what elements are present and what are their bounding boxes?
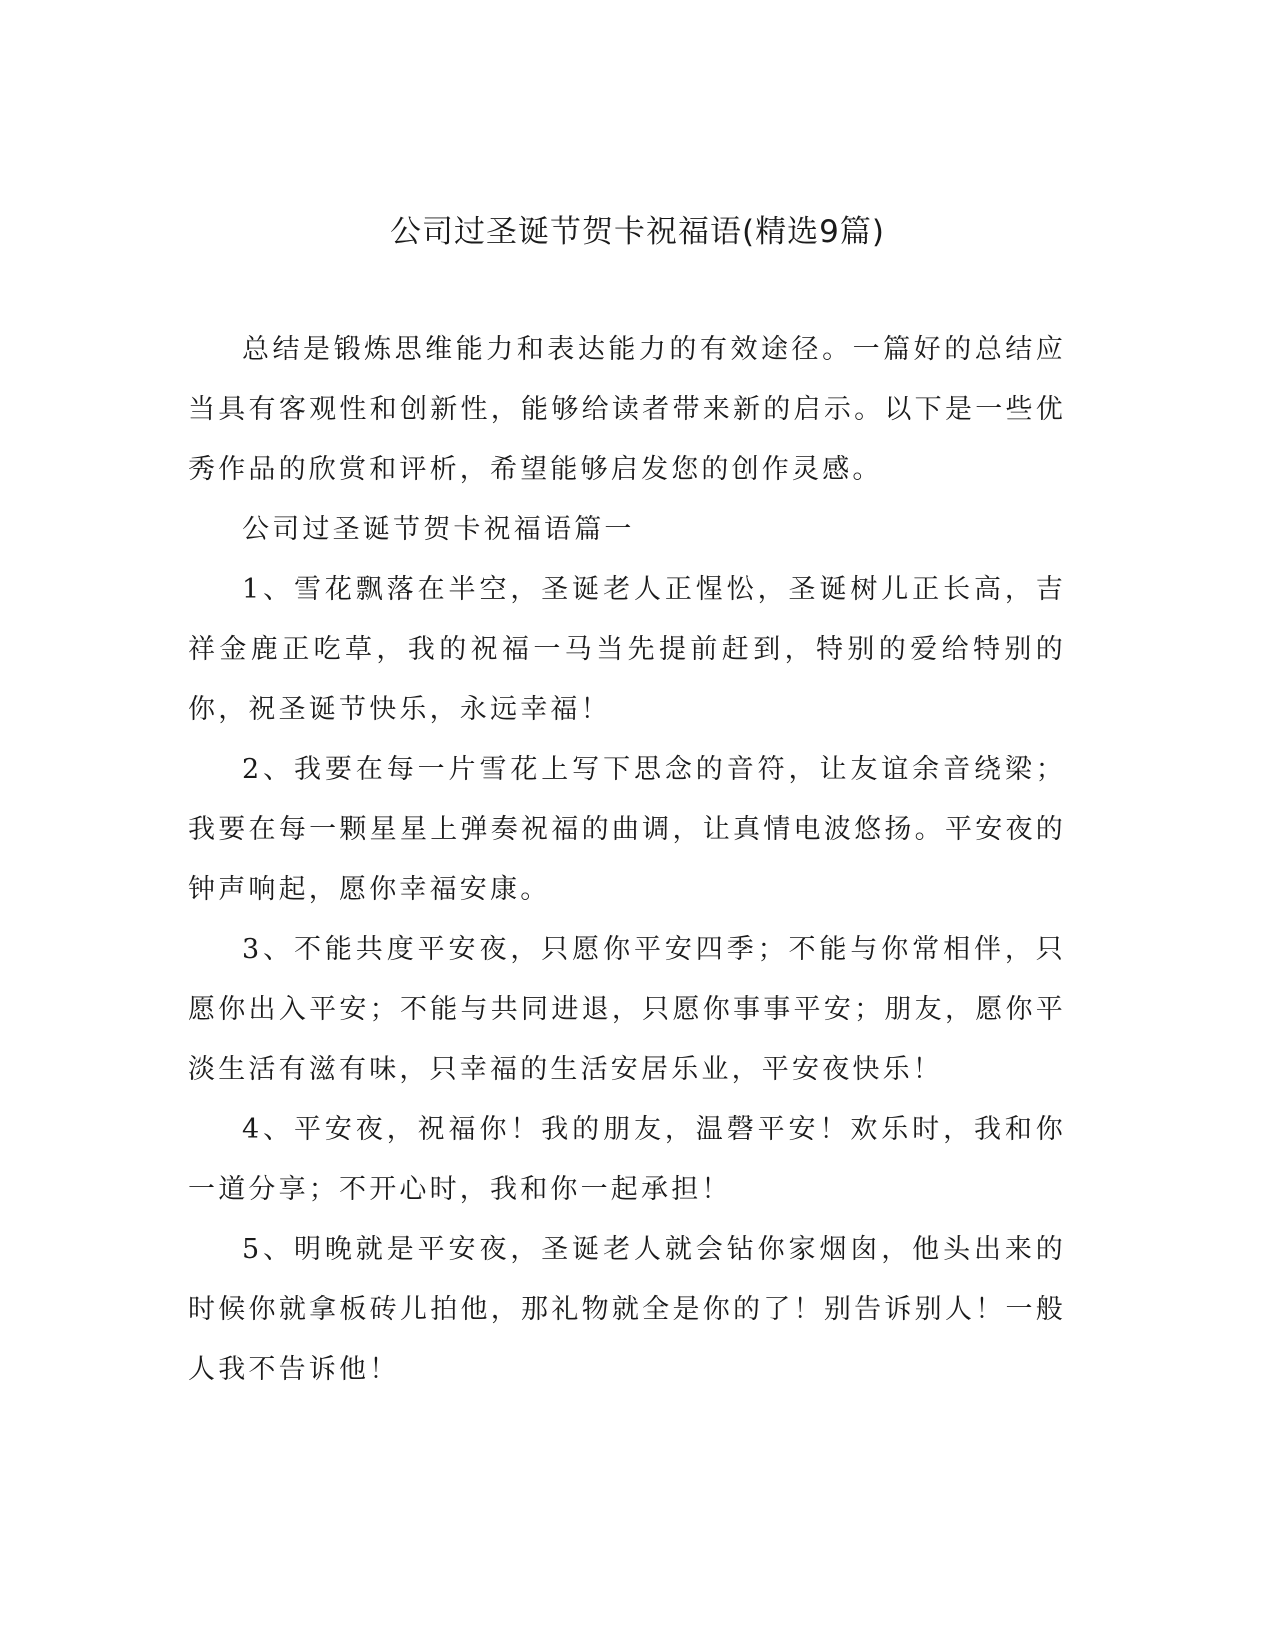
- greeting-item-1: 1、雪花飘落在半空，圣诞老人正惺忪，圣诞树儿正长高，吉祥金鹿正吃草，我的祝福一马当先提前赶到，特别的爱给特别的你，祝圣诞节快乐，永远幸福！: [188, 574, 1066, 725]
- greeting-item-3: 3、不能共度平安夜，只愿你平安四季；不能与你常相伴，只愿你出入平安；不能与共同进退，只愿你事事平安；朋友，愿你平淡生活有滋有味，只幸福的生活安居乐业，平安夜快乐！: [188, 934, 1066, 1085]
- greeting-item-5: 5、明晚就是平安夜，圣诞老人就会钻你家烟囱，他头出来的时候你就拿板砖儿拍他，那礼物就全是你的了！别告诉别人！一般人我不告诉他！: [188, 1234, 1066, 1385]
- greeting-item-2: 2、我要在每一片雪花上写下思念的音符，让友谊余音绕梁；我要在每一颗星星上弹奏祝福的曲调，让真情电波悠扬。平安夜的钟声响起，愿你幸福安康。: [188, 754, 1066, 905]
- greeting-item-4: 4、平安夜，祝福你！我的朋友，温磬平安！欢乐时，我和你一道分享；不开心时，我和你一起承担！: [188, 1114, 1066, 1205]
- document-title: 公司过圣诞节贺卡祝福语(精选9篇): [390, 214, 885, 250]
- intro-paragraph: 总结是锻炼思维能力和表达能力的有效途径。一篇好的总结应当具有客观性和创新性，能够给读者带来新的启示。以下是一些优秀作品的欣赏和评析，希望能够启发您的创作灵感。: [188, 334, 1066, 485]
- section-heading: 公司过圣诞节贺卡祝福语篇一: [242, 514, 635, 545]
- document-body: [188, 320, 1066, 1400]
